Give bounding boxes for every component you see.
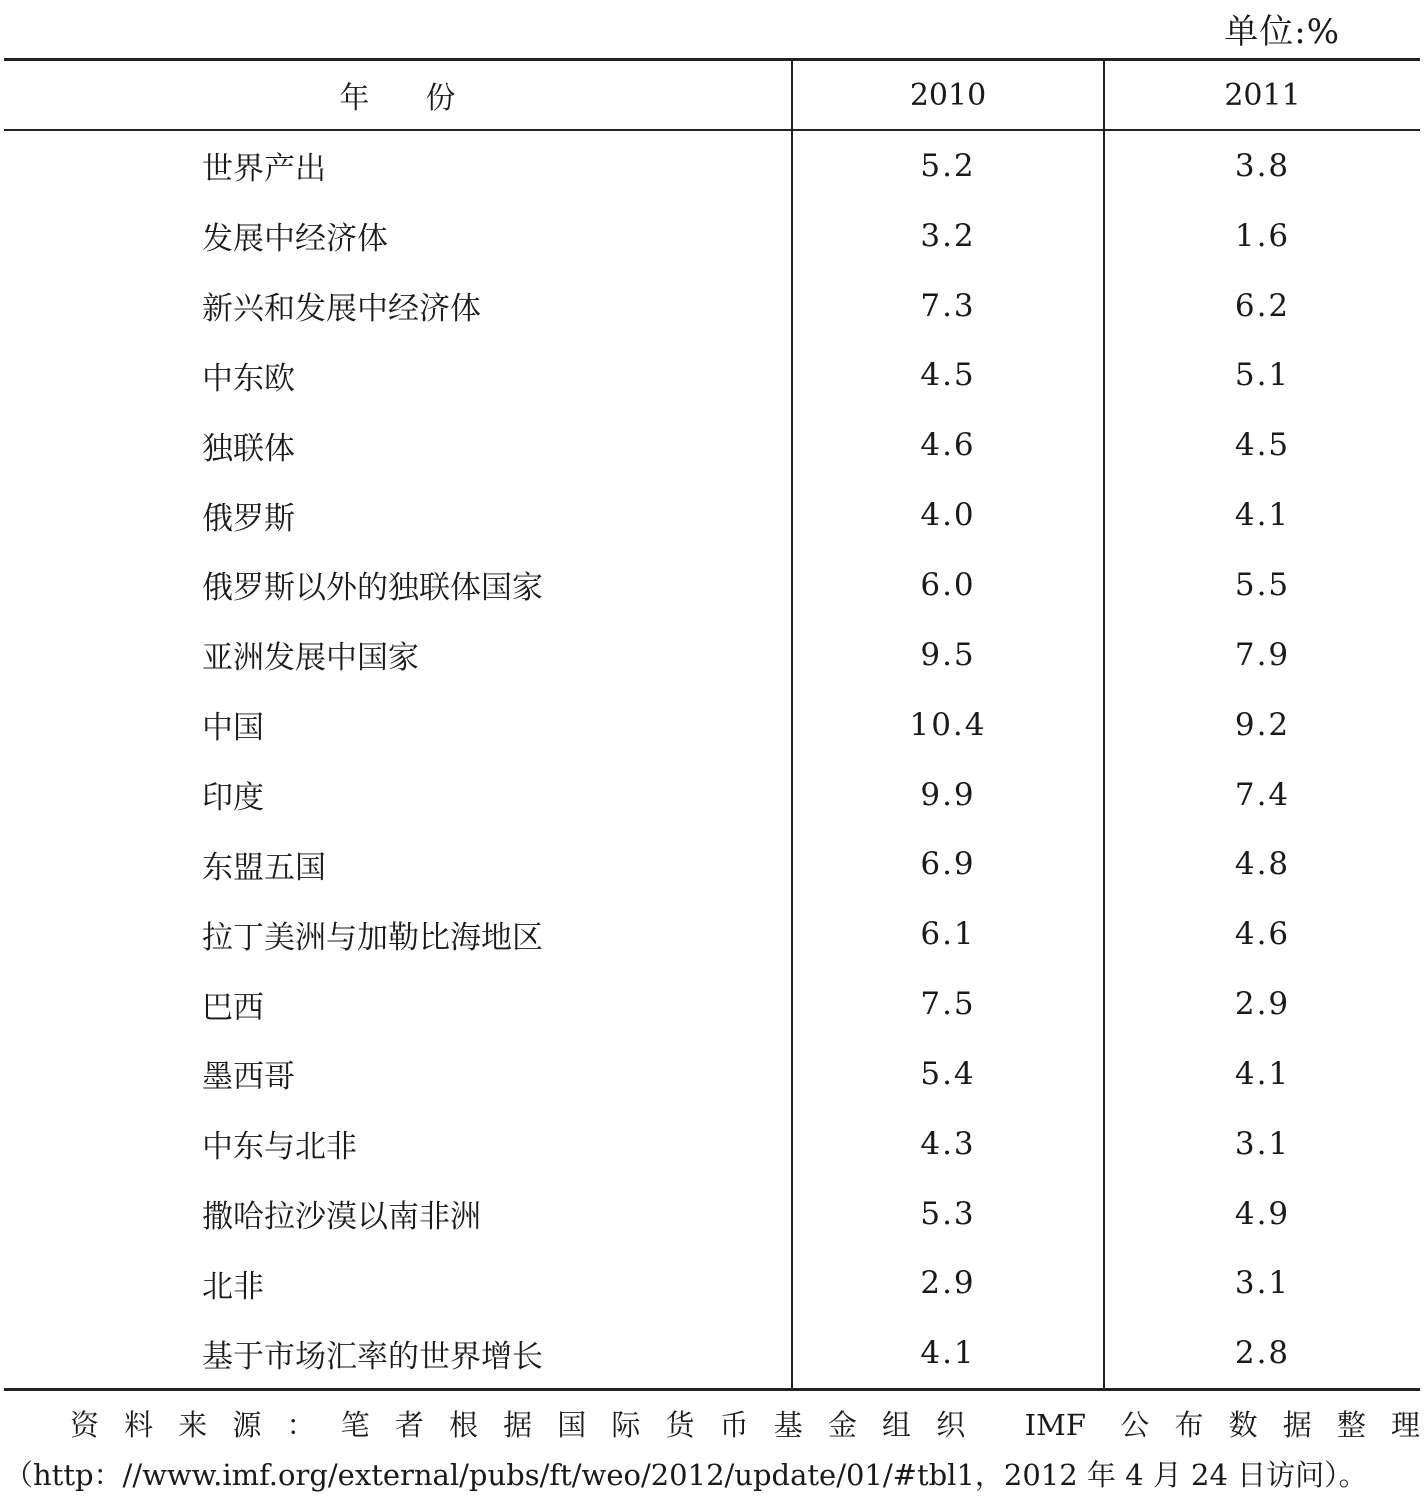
row-value-2010: 4.0	[792, 480, 1104, 550]
row-value-2010: 2.9	[792, 1249, 1104, 1319]
row-value-2011: 7.9	[1104, 620, 1420, 690]
row-value-2011: 4.8	[1104, 829, 1420, 899]
row-value-2011: 7.4	[1104, 760, 1420, 830]
row-region-name: 拉丁美洲与加勒比海地区	[202, 919, 543, 956]
row-value-2011: 6.2	[1104, 271, 1420, 341]
row-value-2011: 2.8	[1104, 1318, 1420, 1389]
row-region-name: 撒哈拉沙漠以南非洲	[202, 1199, 481, 1236]
table-row	[4, 341, 1420, 411]
row-region-name: 巴西	[202, 989, 264, 1026]
row-region-name: 世界产出	[202, 151, 326, 188]
row-value-2011: 9.2	[1104, 690, 1420, 760]
row-value-2010: 4.5	[792, 341, 1104, 411]
row-value-2010: 5.2	[792, 130, 1104, 201]
row-region-name: 基于市场汇率的世界增长	[202, 1338, 543, 1375]
table-row	[4, 760, 1420, 830]
unit-label: 单位:%	[1224, 12, 1340, 52]
row-region-name: 北非	[202, 1268, 264, 1305]
row-value-2010: 5.4	[792, 1039, 1104, 1109]
table-row	[4, 620, 1420, 690]
table-row	[4, 690, 1420, 760]
row-value-2011: 4.6	[1104, 899, 1420, 969]
row-value-2011: 4.1	[1104, 480, 1420, 550]
table-row	[4, 410, 1420, 480]
row-value-2011: 4.1	[1104, 1039, 1420, 1109]
row-region-name: 发展中经济体	[202, 221, 388, 258]
row-value-2010: 7.3	[792, 271, 1104, 341]
row-value-2011: 3.1	[1104, 1249, 1420, 1319]
row-value-2010: 5.3	[792, 1179, 1104, 1249]
row-value-2011: 4.5	[1104, 410, 1420, 480]
row-region-name: 中东欧	[202, 360, 295, 397]
source-note: 资料来源：笔者根据国际货币基金组织 IMF 公布数据整理（http：//www.imf.org/external/pubs/ft/weo/2012/update/01/#tbl1，2012 年 4 月 24 日访问）。	[4, 1408, 1420, 1492]
row-value-2010: 9.5	[792, 620, 1104, 690]
row-value-2010: 7.5	[792, 969, 1104, 1039]
row-region-name: 俄罗斯以外的独联体国家	[202, 570, 543, 607]
row-region-name: 东盟五国	[202, 849, 326, 886]
row-region-name: 中国	[202, 710, 264, 747]
row-value-2011: 5.1	[1104, 341, 1420, 411]
row-value-2010: 6.0	[792, 550, 1104, 620]
row-region-name: 中东与北非	[202, 1129, 357, 1166]
row-value-2010: 10.4	[792, 690, 1104, 760]
row-value-2011: 4.9	[1104, 1179, 1420, 1249]
header-row	[4, 60, 1420, 131]
table-row	[4, 829, 1420, 899]
row-value-2010: 3.2	[792, 201, 1104, 271]
table-row	[4, 201, 1420, 271]
table-body	[4, 130, 1420, 1390]
row-value-2010: 9.9	[792, 760, 1104, 830]
row-region-name: 墨西哥	[202, 1059, 295, 1096]
row-value-2011: 3.1	[1104, 1109, 1420, 1179]
row-region-name: 新兴和发展中经济体	[202, 291, 481, 328]
table-row	[4, 1318, 1420, 1389]
row-region-name: 俄罗斯	[202, 500, 295, 537]
header-year-label: 年份	[339, 81, 512, 116]
table-row	[4, 480, 1420, 550]
header-2010: 2010	[792, 60, 1104, 131]
row-value-2011: 3.8	[1104, 130, 1420, 201]
row-value-2011: 1.6	[1104, 201, 1420, 271]
row-region-name: 独联体	[202, 430, 295, 467]
row-value-2011: 2.9	[1104, 969, 1420, 1039]
table-header	[4, 60, 1420, 131]
table-row	[4, 271, 1420, 341]
table-row	[4, 969, 1420, 1039]
row-value-2010: 4.1	[792, 1318, 1104, 1389]
table-row	[4, 1249, 1420, 1319]
growth-table	[4, 58, 1420, 1391]
table-row	[4, 1109, 1420, 1179]
row-value-2011: 5.5	[1104, 550, 1420, 620]
table-row	[4, 130, 1420, 201]
table-row	[4, 1039, 1420, 1109]
row-value-2010: 4.3	[792, 1109, 1104, 1179]
table-row	[4, 550, 1420, 620]
header-2011: 2011	[1104, 60, 1420, 131]
growth-table-container	[4, 58, 1420, 1391]
table-row	[4, 1179, 1420, 1249]
row-value-2010: 6.1	[792, 899, 1104, 969]
row-region-name: 亚洲发展中国家	[202, 640, 419, 677]
row-value-2010: 6.9	[792, 829, 1104, 899]
row-value-2010: 4.6	[792, 410, 1104, 480]
table-row	[4, 899, 1420, 969]
row-region-name: 印度	[202, 780, 264, 817]
